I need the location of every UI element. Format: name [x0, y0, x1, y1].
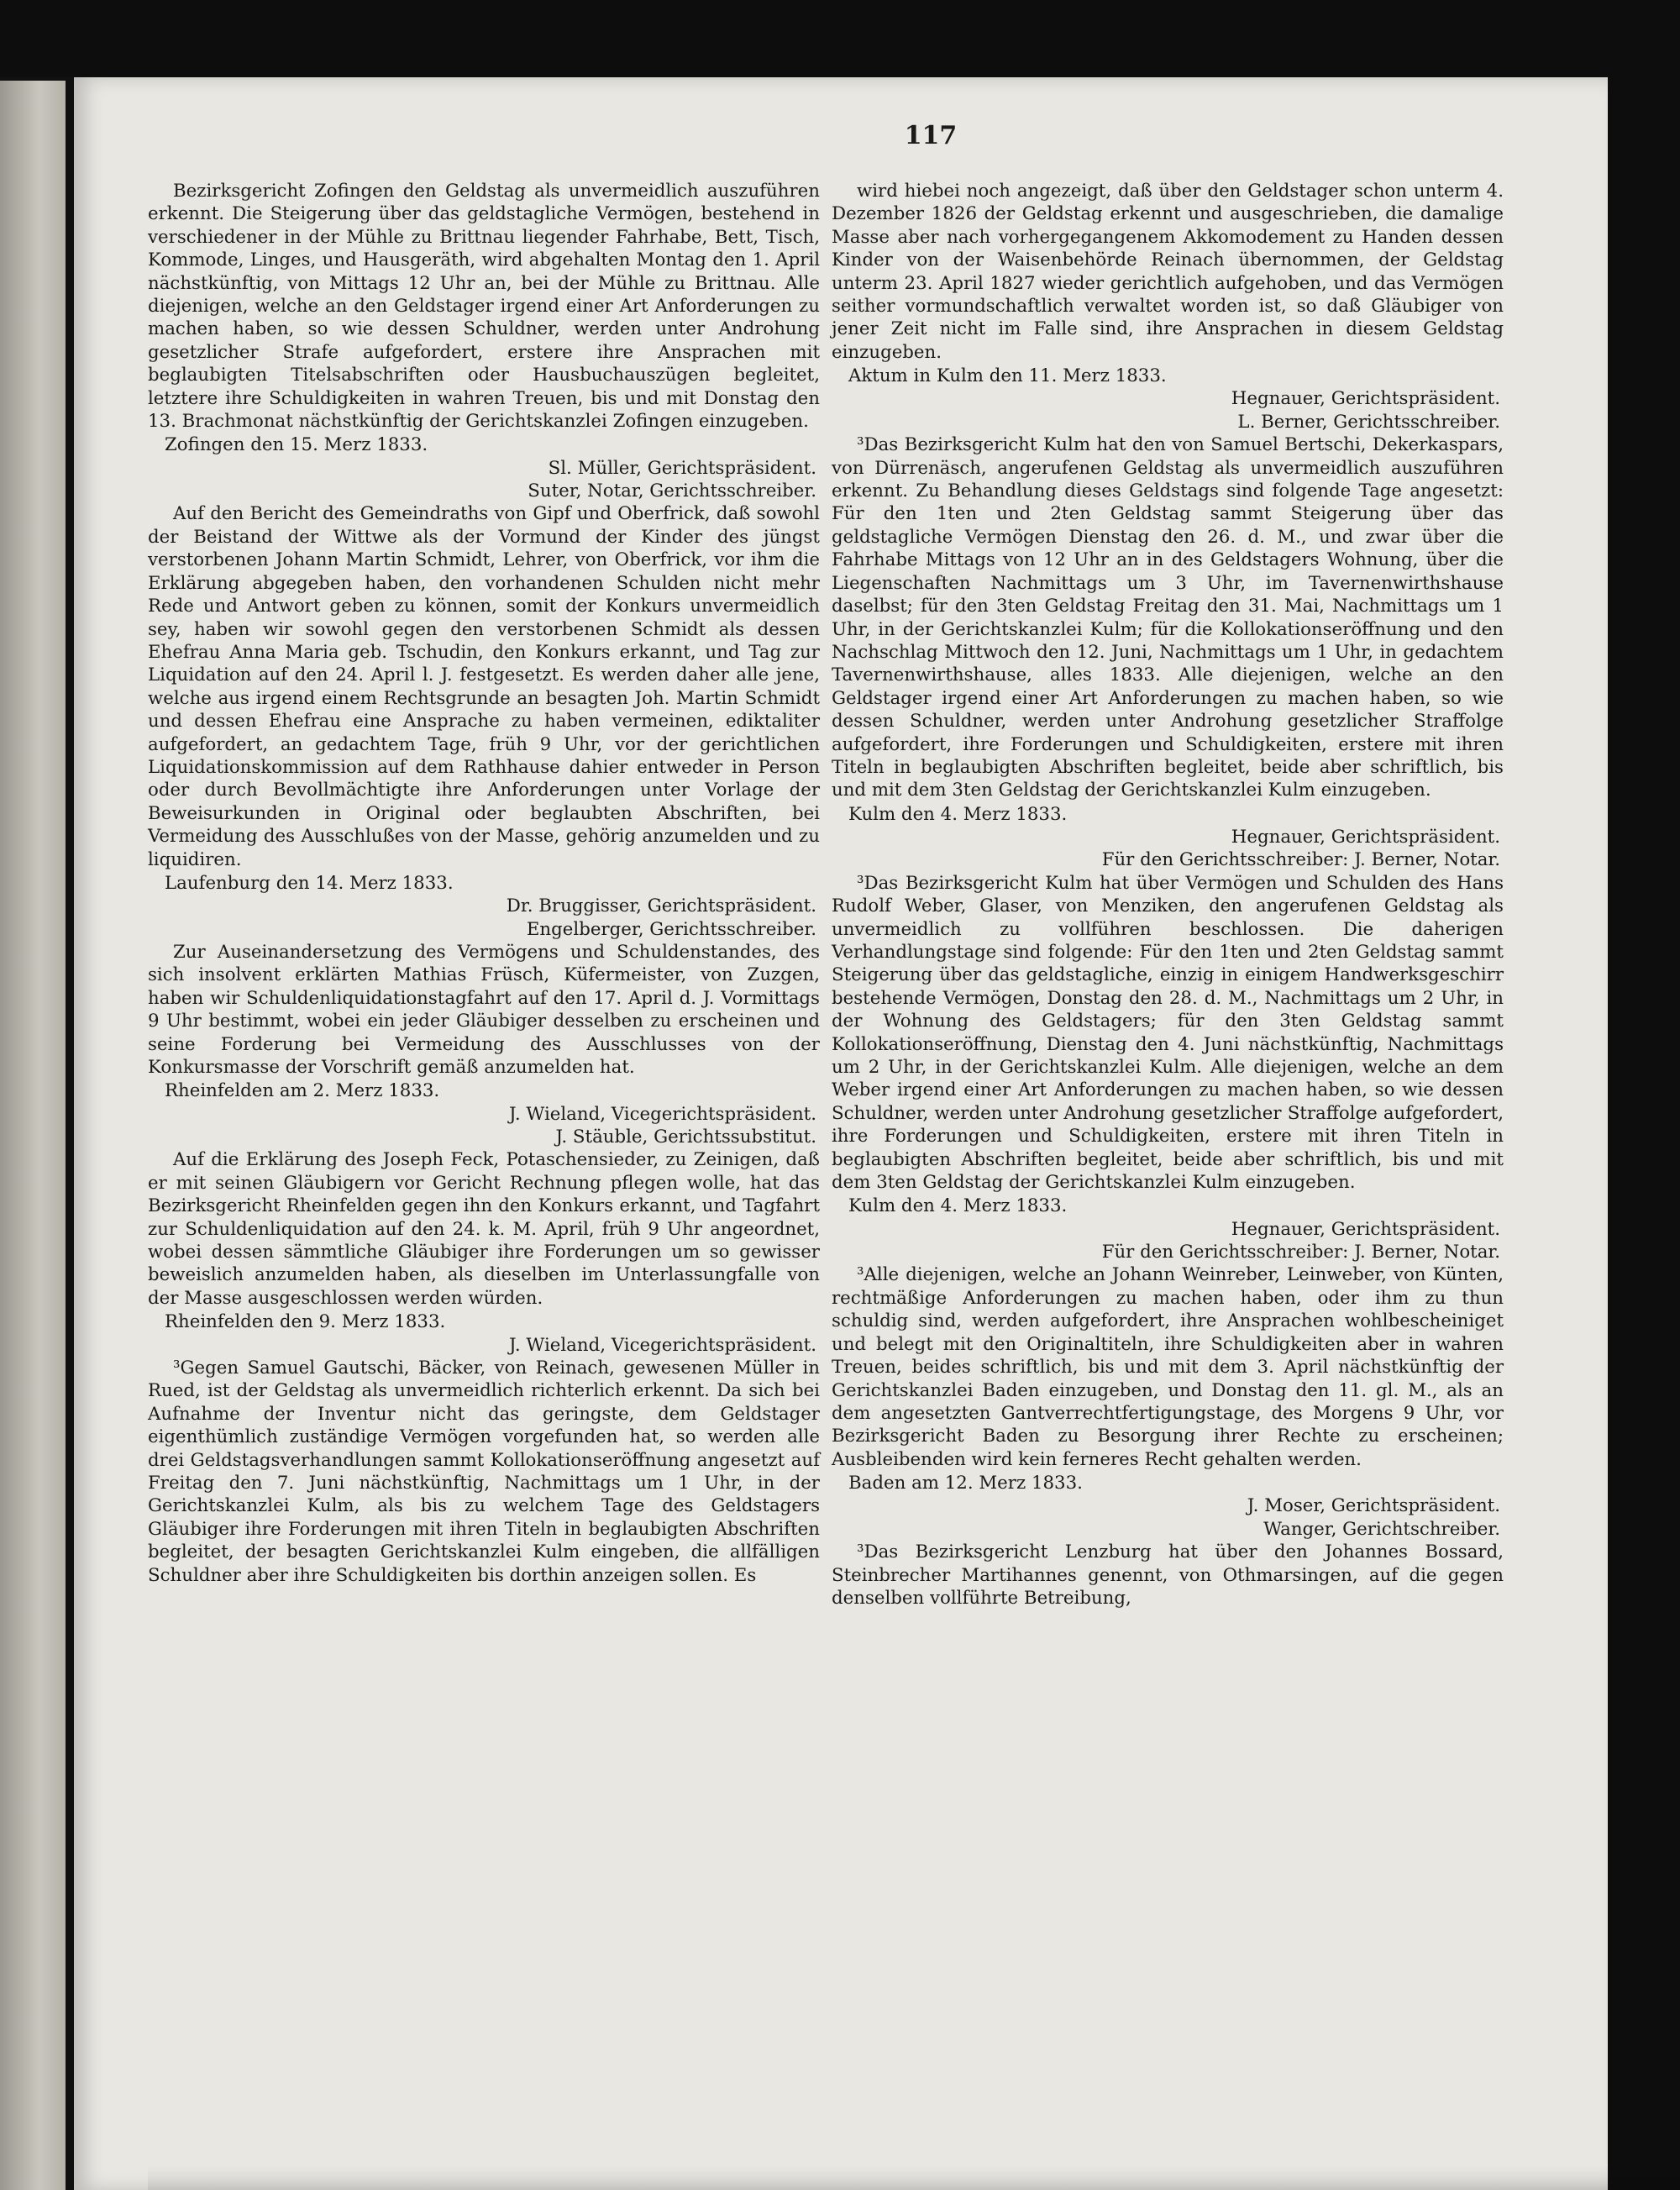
notice-paragraph: Bezirksgericht Zofingen den Geldstag als unvermeidlich auszuführen erkennt. Die Steigerung über das geldstagliche Vermögen, bestehend in verschiedener in der Mühle zu Brittnau liegender Fahrhabe, Bett, Tisch, Kommode, Linges, und Hausgeräth, wird abgehalten Montag den 1. April nächstkünftig, von Mittags 12 Uhr an, bei der Mühle zu Brittnau. Alle diejenigen, welche an den Geldstager irgend einer Art Anforderungen zu machen haben, so wie dessen Schuldner, werden unter Androhung gesetzlicher Strafe aufgefordert, erstere ihre Ansprachen mit beglaubigten Titelsabschriften oder Hausbuchauszügen begleitet, letztere ihre Schuldigkeiten in wahren Treuen, bis und mit Donstag den 13. Brachmonat nächstkünftig der Gerichtskanzlei Zofingen einzugeben.: [148, 181, 820, 433]
notice-signature: Hegnauer, Gerichtspräsident.: [1231, 1218, 1500, 1240]
notice-paragraph: Zur Auseinandersetzung des Vermögens und Schuldenstandes, des sich insolvent erklärten Mathias Früsch, Küfermeister, von Zuzgen, haben wir Schuldenliquidationstagfahrt auf den 17. April d. J. Vormittags 9 Uhr bestimmt, wobei ein jeder Gläubiger desselben zu erscheinen und seine Forderung bei Vermeidung des Ausschlusses von der Konkursmasse der Vorschrift gemäß anzumelden hat.: [148, 942, 820, 1079]
notice-paragraph: Auf den Bericht des Gemeindraths von Gipf und Oberfrick, daß sowohl der Beistand der Wittwe als der Vormund der Kinder des jüngst verstorbenen Johann Martin Schmidt, Lehrer, von Oberfrick, vor ihm die Erklärung abgegeben haben, den vorhandenen Schulden nicht mehr Rede und Antwort geben zu können, somit der Konkurs unvermeidlich sey, haben wir sowohl gegen den verstorbenen Schmidt als dessen Ehefrau Anna Maria geb. Tschudin, den Konkurs erkannt, und Tag zur Liquidation auf den 24. April l. J. festgesetzt. Es werden daher alle jene, welche aus irgend einem Rechtsgrunde an besagten Joh. Martin Schmidt und dessen Ehefrau eine Ansprache zu haben vermeinen, ediktaliter aufgefordert, an gedachtem Tage, früh 9 Uhr, vor der gerichtlichen Liquidationskommission auf dem Rathhause dahier entweder in Person oder durch Bevollmächtigte ihre Anforderungen unter Vorlage der Beweisurkunden in Original oder beglaubten Abschriften, bei Vermeidung des Ausschlußes von der Masse, gehörig anzumelden und zu liquidiren.: [148, 503, 820, 870]
notice-paragraph: ³Alle diejenigen, welche an Johann Weinreber, Leinweber, von Künten, rechtmäßige Anforderungen zu machen haben, oder ihm zu thun schuldig sind, werden aufgefordert, ihre Ansprachen wohlbescheiniget und belegt mit den Originaltiteln, ihre Schuldigkeiten aber in wahren Treuen, beides schriftlich, bis und mit dem 3. April nächstkünftig der Gerichtskanzlei Baden einzugeben, und Donstag den 11. gl. M., als an dem angesetzten Gantverrechtfertigungstage, des Morgens 9 Uhr, vor Bezirksgericht Baden zu Besorgung ihrer Rechte zu erscheinen; Ausbleibenden wird kein ferneres Recht gehalten werden.: [832, 1264, 1504, 1470]
notice-place-date: Laufenburg den 14. Merz 1833.: [165, 872, 454, 894]
notice-signature: Für den Gerichtsschreiber: J. Berner, Notar.: [1101, 1242, 1500, 1263]
notice-signature: Sl. Müller, Gerichtspräsident.: [548, 457, 816, 479]
notice-signature: Für den Gerichtsschreiber: J. Berner, Notar.: [1101, 849, 1500, 871]
notice-paragraph: ³Das Bezirksgericht Kulm hat den von Samuel Bertschi, Dekerkaspars, von Dürrenäsch, angerufenen Geldstag als unvermeidlich auszuführen erkennt. Zu Behandlung dieses Geldstags sind folgende Tage angesetzt: Für den 1ten und 2ten Geldstag sammt Steigerung über das geldstagliche Vermögen Dienstag den 26. d. M., und zwar über die Fahrhabe Mittags von 12 Uhr an in des Geldstagers Wohnung, über die Liegenschaften Nachmittags um 3 Uhr, im Tavernenwirthshause daselbst; für den 3ten Geldstag Freitag den 31. Mai, Nachmittags um 1 Uhr, in der Gerichtskanzlei Kulm; für die Kollokationseröffnung und den Nachschlag Mittwoch den 12. Juni, Nachmittags um 1 Uhr, in gedachtem Tavernenwirthshause, alles 1833. Alle diejenigen, welche an den Geldstager irgend einer Art Anforderungen zu machen haben, so wie dessen Schuldner, werden unter Androhung gesetzlicher Straffolge aufgefordert, ihre Forderungen und Schuldigkeiten, erstere mit ihren Titeln in beglaubigten Abschriften begleitet, beide aber schriftlich, bis und mit dem 3ten Geldstag der Gerichtskanzlei Kulm einzugeben.: [832, 434, 1504, 801]
notice-signature: J. Wieland, Vicegerichtspräsident.: [509, 1334, 816, 1356]
scan-border-top: [0, 0, 1680, 77]
notice-paragraph: wird hiebei noch angezeigt, daß über den Geldstager schon unterm 4. Dezember 1826 der Geldstag erkennt und ausgeschrieben, die damalige Masse aber nach vorhergegangenem Akkomodement zu Handen dessen Kinder von der Waisenbehörde Reinach übernommen, der Geldstag unterm 23. April 1827 wieder gerichtlich aufgehoben, und das Vermögen seither vormundschaftlich verwaltet worden ist, so daß Gläubiger von jener Zeit nicht im Falle sind, ihre Ansprachen in diesem Geldstag einzugeben.: [832, 181, 1504, 363]
notice-paragraph: ³Gegen Samuel Gautschi, Bäcker, von Reinach, gewesenen Müller in Rued, ist der Geldstag als unvermeidlich richterlich erkennt. Da sich bei Aufnahme der Inventur nicht das geringste, dem Geldstager eigenthümlich zuständige Vermögen vorgefunden hat, so werden alle drei Geldstagsverhandlungen sammt Kollokationseröffnung angesetzt auf Freitag den 7. Juni nächstkünftig, Nachmittags um 1 Uhr, in der Gerichtskanzlei Kulm, als bis zu welchem Tage des Geldstagers Gläubiger ihre Forderungen mit ihren Titeln in beglaubigten Abschriften begleitet, der besagten Gerichtskanzlei Kulm eingeben, die allfälligen Schuldner aber ihre Schuldigkeiten bis dorthin anzeigen sollen. Es: [148, 1357, 820, 1586]
notice-signature: J. Wieland, Vicegerichtspräsident.: [509, 1103, 816, 1125]
notice-place-date: Kulm den 4. Merz 1833.: [848, 803, 1068, 825]
notice-paragraph: Auf die Erklärung des Joseph Feck, Potaschensieder, zu Zeinigen, daß er mit seinen Gläubigern vor Gericht Rechnung pflegen wolle, hat das Bezirksgericht Rheinfelden gegen ihn den Konkurs erkannt, und Tagfahrt zur Schuldenliquidation auf den 24. k. M. April, früh 9 Uhr angeordnet, wobei dessen sämmtliche Gläubiger ihre Forderungen um so gewisser beweislich anzumelden haben, als dieselben im Unterlassungfalle von der Masse ausgeschlossen werden würden.: [148, 1149, 820, 1309]
right-column: [832, 180, 1504, 1610]
notice-place-date: Kulm den 4. Merz 1833.: [848, 1195, 1068, 1217]
facing-page-edge: [0, 81, 66, 2190]
scan-border-right: [1608, 0, 1680, 2190]
notice-place-date: Aktum in Kulm den 11. Merz 1833.: [848, 365, 1167, 387]
notice-place-date: Rheinfelden am 2. Merz 1833.: [165, 1080, 440, 1102]
notice-place-date: Zofingen den 15. Merz 1833.: [165, 434, 428, 456]
notice-signature: Dr. Bruggisser, Gerichtspräsident.: [506, 895, 816, 917]
notice-place-date: Baden am 12. Merz 1833.: [848, 1472, 1083, 1494]
notice-signature: Hegnauer, Gerichtspräsident.: [1231, 826, 1500, 848]
notice-signature: J. Stäuble, Gerichtssubstitut.: [555, 1127, 816, 1148]
notice-signature: Suter, Notar, Gerichtsschreiber.: [528, 481, 816, 502]
document-page: [74, 77, 1608, 2190]
notice-signature: J. Moser, Gerichtspräsident.: [1247, 1495, 1500, 1517]
notice-signature: Hegnauer, Gerichtspräsident.: [1231, 388, 1500, 410]
notice-signature: Wanger, Gerichtschreiber.: [1263, 1518, 1500, 1540]
notice-signature: L. Berner, Gerichtsschreiber.: [1237, 411, 1500, 433]
page-bottom-shade: [148, 2165, 1680, 2190]
page-number: 117: [904, 121, 958, 150]
notice-paragraph: ³Das Bezirksgericht Lenzburg hat über den Johannes Bossard, Steinbrecher Martihannes genennt, von Othmarsingen, auf die gegen denselben vollführte Betreibung,: [832, 1541, 1504, 1609]
notice-signature: Engelberger, Gerichtsschreiber.: [526, 918, 816, 940]
notice-place-date: Rheinfelden den 9. Merz 1833.: [165, 1311, 446, 1333]
notice-paragraph: ³Das Bezirksgericht Kulm hat über Vermögen und Schulden des Hans Rudolf Weber, Glaser, von Menziken, den angerufenen Geldstag als unvermeidlich zu vollführen beschlossen. Die daherigen Verhandlungstage sind folgende: Für den 1ten und 2ten Geldstag sammt Steigerung über das geldstagliche, einzig in einigem Handwerksgeschirr bestehende Vermögen, Donstag den 28. d. M., Nachmittags um 2 Uhr, in der Wohnung des Geldstagers; für den 3ten Geldstag sammt Kollokationseröffnung, Dienstag den 4. Juni nächstkünftig, Nachmittags um 2 Uhr, in der Gerichtskanzlei Kulm. Alle diejenigen, welche an dem Weber irgend einer Art Anforderungen zu machen haben, so wie dessen Schuldner, werden unter Androhung gesetzlicher Straffolge aufgefordert, ihre Forderungen und Schuldigkeiten, erstere mit ihren Titeln in beglaubigten Abschriften begleitet, beide aber schriftlich, bis und mit dem 3ten Geldstag der Gerichtskanzlei Kulm einzugeben.: [832, 872, 1504, 1194]
left-column: [148, 180, 820, 1588]
